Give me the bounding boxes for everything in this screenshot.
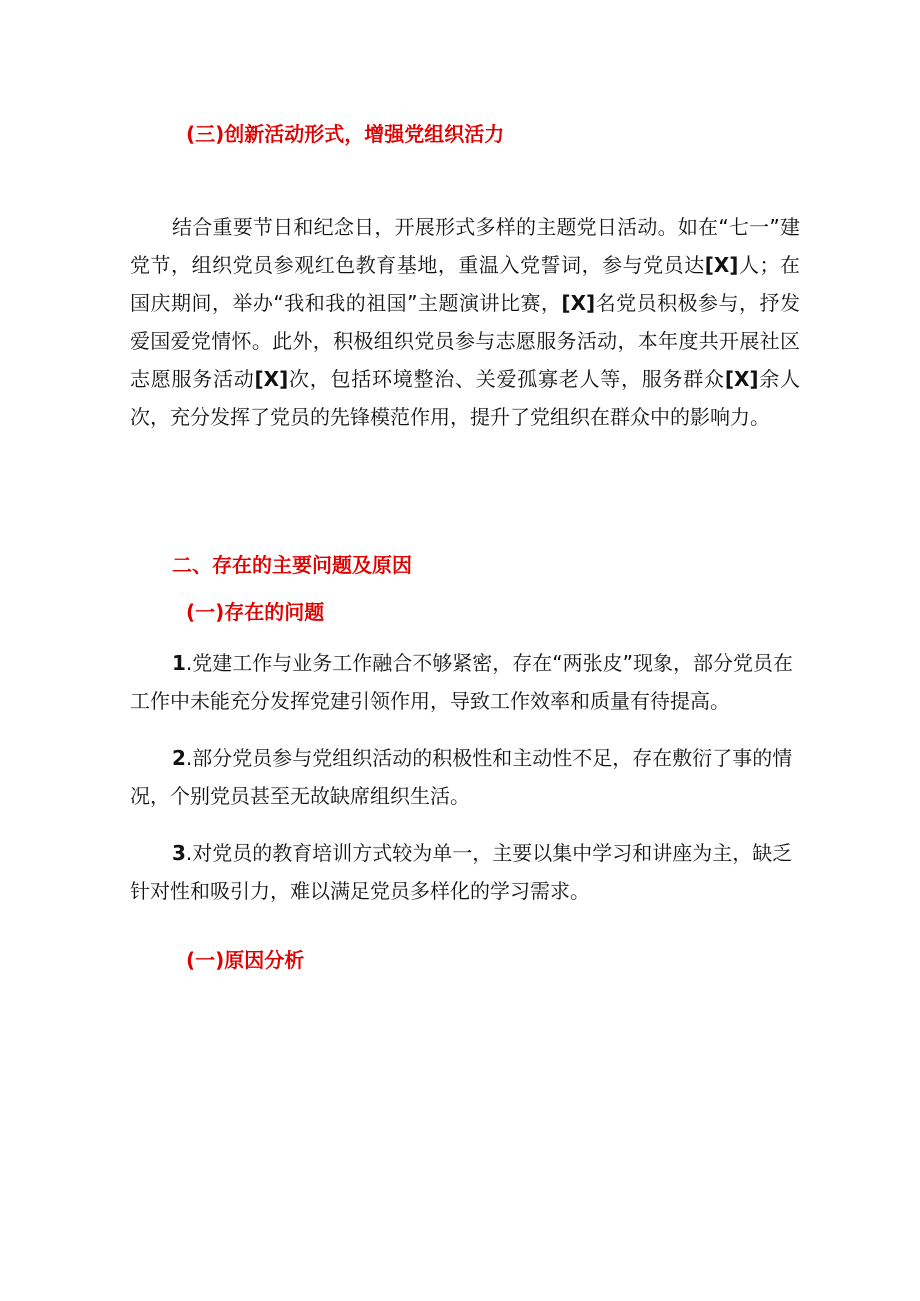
subsection-heading-cause-analysis: (一)原因分析: [186, 948, 305, 972]
placeholder-volunteer-count: [X]: [254, 367, 289, 391]
list-item-text: .部分党员参与党组织活动的积极性和主动性不足，存在敷衍了事的情况，个别党员甚至无故缺席组织生活。: [130, 746, 793, 808]
placeholder-people-served: [X]: [724, 367, 759, 391]
list-item-text: .对党员的教育培训方式较为单一，主要以集中学习和讲座为主，缺乏针对性和吸引力，难以满足党员多样化的学习需求。: [130, 841, 793, 903]
subsection-heading-existing-problems: (一)存在的问题: [186, 600, 325, 624]
paragraph-text: 余人次，充分发挥了党员的先锋模范作用，提升了党组织在群众中的影响力。: [130, 367, 801, 429]
paragraph-activities: [130, 208, 800, 436]
section-heading-innovate-activities: (三)创新活动形式，增强党组织活力: [186, 122, 505, 146]
list-item: [130, 644, 800, 720]
paragraph-text: 名党员积极参与，抒发爱国爱党情怀。此外，积极组织党员参与志愿服务活动，本年度共开展社区志愿服务活动: [130, 291, 800, 391]
list-item-number: 3: [172, 841, 186, 865]
list-item: [130, 834, 800, 910]
list-item-number: 2: [172, 746, 186, 770]
paragraph-text: 结合重要节日和纪念日，开展形式多样的主题党日活动。如在“七一”建党节，组织党员参观红色教育基地，重温入党誓词，参与党员达: [130, 215, 800, 277]
list-item-text: .党建工作与业务工作融合不够紧密，存在“两张皮”现象，部分党员在工作中未能充分发挥党建引领作用，导致工作效率和质量有待提高。: [130, 651, 794, 713]
placeholder-participants: [X]: [704, 253, 739, 277]
placeholder-speech-participants: [X]: [561, 291, 596, 315]
list-item: [130, 739, 800, 815]
paragraph-text: 次，包括环境整治、关爱孤寡老人等，服务群众: [288, 367, 725, 391]
list-item-number: 1: [172, 651, 186, 675]
part-heading-problems: 二、存在的主要问题及原因: [172, 553, 412, 577]
paragraph-text: 人；在国庆期间，举办“我和我的祖国”主题演讲比赛，: [130, 253, 801, 315]
